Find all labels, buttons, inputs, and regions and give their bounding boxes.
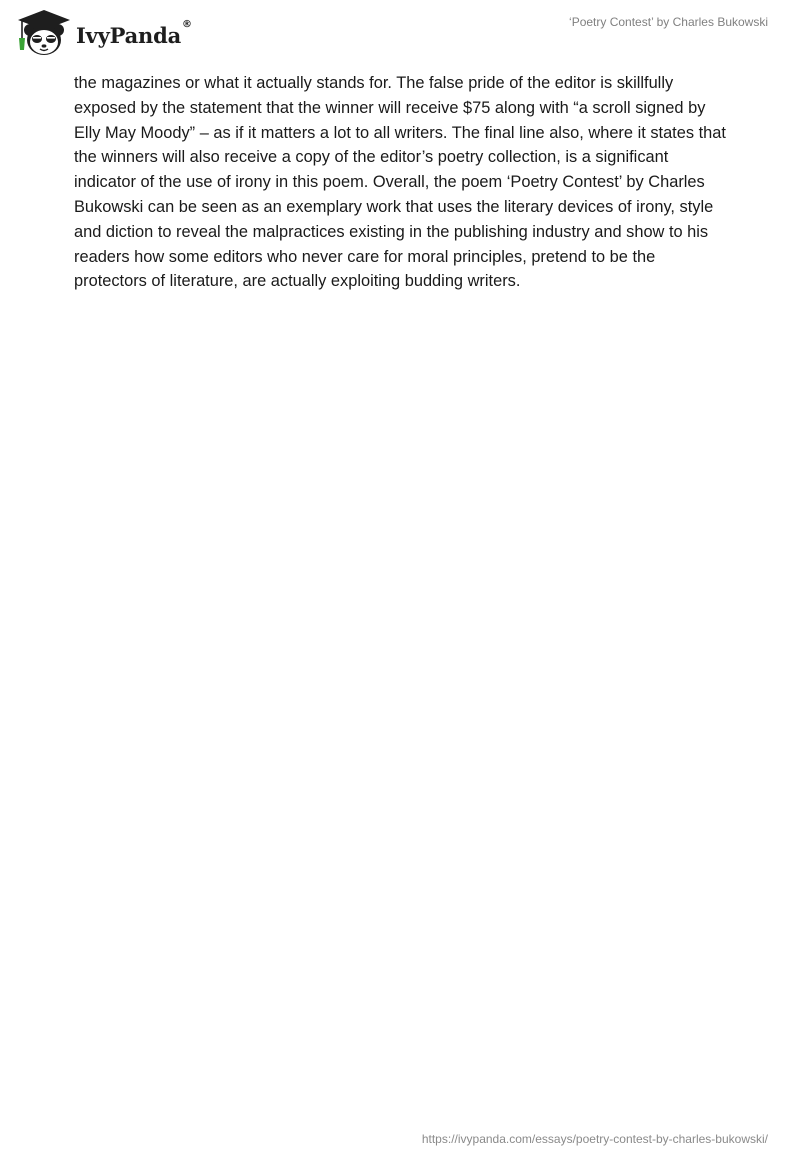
brand-name (76, 18, 192, 48)
source-url[interactable]: https://ivypanda.com/essays/poetry-contest-by-charles-bukowski/ (421, 1132, 768, 1146)
registered-mark: ® (182, 18, 192, 30)
panda-graduation-cap-icon (14, 8, 74, 60)
page-header (0, 0, 800, 70)
running-title: ‘Poetry Contest’ by Charles Bukowski (569, 15, 768, 29)
essay-paragraph: the magazines or what it actually stands for. The false pride of the editor is skillfully exposed by the statement that the winner will receive $75 along with “a scroll signed by Elly May Moody” – as if it matters a lot to all writers. The final line also, where it states that the winners will also receive a copy of the editor’s poetry collection, is a significant indicator of the use of irony in this poem. Overall, the poem ‘Poetry Contest’ by Charles Bukowski can be seen as an exemplary work that uses the literary devices of irony, style and diction to reveal the malpractices existing in the publishing industry and show to his readers how some editors who never care for moral principles, pretend to be the protectors of literature, are actually exploiting budding writers. (74, 74, 726, 291)
ivypanda-logo[interactable] (14, 8, 192, 60)
brand-name-text: IvyPanda (76, 22, 182, 48)
